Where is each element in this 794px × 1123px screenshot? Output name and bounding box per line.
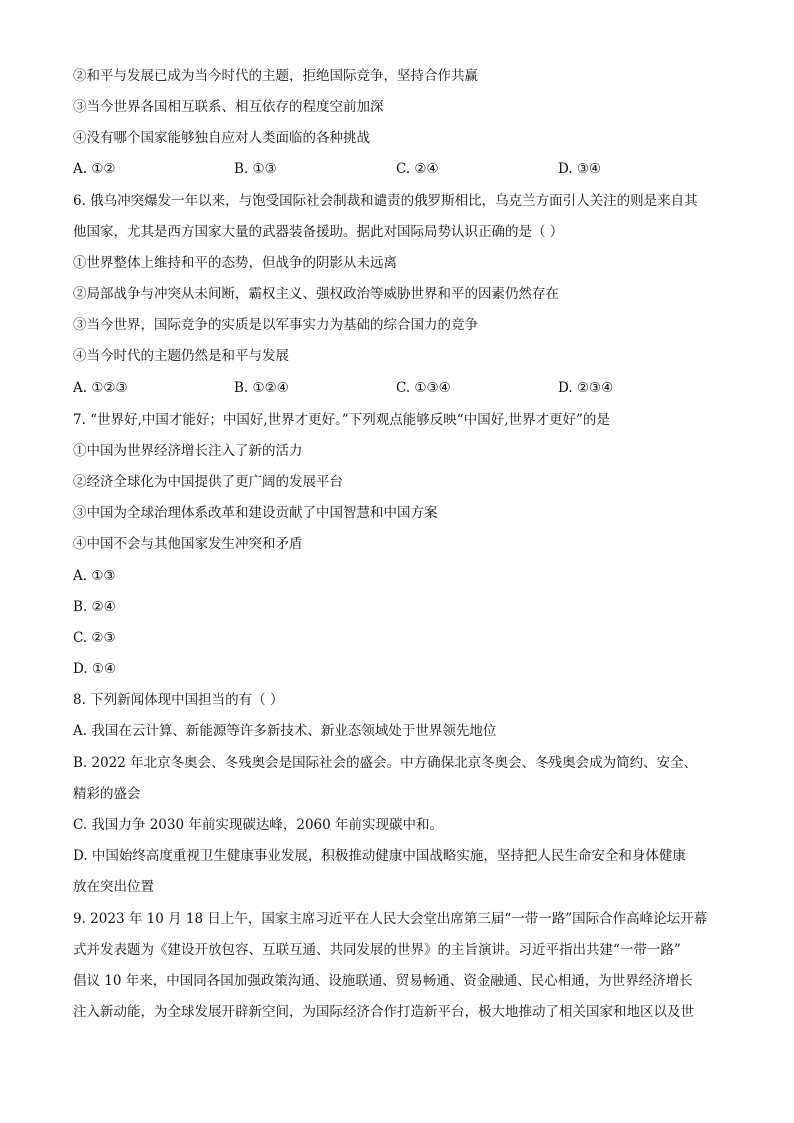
q5-option-b: B. ①③ xyxy=(234,161,277,177)
q5-option-d: D. ③④ xyxy=(558,161,602,177)
q6-option-b: B. ①②④ xyxy=(234,380,289,396)
q6-option-d: D. ②③④ xyxy=(558,380,614,396)
q8-option-b-line-2: 精彩的盛会 xyxy=(73,786,141,802)
q6-stem-line-2: 他国家，尤其是西方国家大量的武器装备援助。据此对国际局势认识正确的是（ ） xyxy=(73,224,564,240)
q6-stem-line-1: 6. 俄乌冲突爆发一年以来，与饱受国际社会制裁和谴责的俄罗斯相比，乌克兰方面引人关注的则是来自其 xyxy=(73,193,698,209)
q7-option-d: D. ①④ xyxy=(73,661,117,677)
q8-option-c: C. 我国力争 2030 年前实现碳达峰，2060 年前实现碳中和。 xyxy=(73,817,444,833)
q7-statement-2: ②经济全球化为中国提供了更广阔的发展平台 xyxy=(73,474,343,490)
q8-option-b-line-1: B. 2022 年北京冬奥会、冬残奥会是国际社会的盛会。中方确保北京冬奥会、冬残奥会成为简约、安全、 xyxy=(73,755,698,771)
q8-option-d-line-2: 放在突出位置 xyxy=(73,879,154,895)
q7-stem: 7. “世界好,中国才能好；中国好,世界才更好。”下列观点能够反映“中国好,世界才更好”的是 xyxy=(73,412,610,428)
q5-statement-3: ③当今世界各国相互联系、相互依存的程度空前加深 xyxy=(73,99,384,115)
q5-statement-2: ②和平与发展已成为当今时代的主题，拒绝国际竞争，坚持合作共赢 xyxy=(73,68,478,84)
q5-option-a: A. ①② xyxy=(73,161,116,177)
q6-option-a: A. ①②③ xyxy=(73,380,128,396)
q6-statement-2: ②局部战争与冲突从未间断，霸权主义、强权政治等威胁世界和平的因素仍然存在 xyxy=(73,286,559,302)
q7-option-a: A. ①③ xyxy=(73,568,116,584)
q7-statement-4: ④中国不会与其他国家发生冲突和矛盾 xyxy=(73,536,303,552)
q9-line-4: 注入新动能，为全球发展开辟新空间，为国际经济合作打造新平台，极大地推动了相关国家和地区以及世 xyxy=(73,1004,694,1020)
q6-statement-1: ①世界整体上维持和平的态势，但战争的阴影从未远离 xyxy=(73,255,397,271)
q7-option-c: C. ②③ xyxy=(73,630,116,646)
q5-option-c: C. ②④ xyxy=(396,161,439,177)
q9-line-1: 9. 2023 年 10 月 18 日上午，国家主席习近平在人民大会堂出席第三届“一带一路”国际合作高峰论坛开幕 xyxy=(73,911,708,927)
q6-option-c: C. ①③④ xyxy=(396,380,451,396)
q7-statement-1: ①中国为世界经济增长注入了新的活力 xyxy=(73,443,303,459)
q6-statement-3: ③当今世界，国际竞争的实质是以军事实力为基础的综合国力的竞争 xyxy=(73,317,478,333)
q8-option-d-line-1: D. 中国始终高度重视卫生健康事业发展，积极推动健康中国战略实施，坚持把人民生命安全和身体健康 xyxy=(73,848,686,864)
q8-option-a: A. 我国在云计算、新能源等许多新技术、新业态领域处于世界领先地位 xyxy=(73,723,497,739)
q7-option-b: B. ②④ xyxy=(73,599,116,615)
q6-statement-4: ④当今时代的主题仍然是和平与发展 xyxy=(73,348,289,364)
q7-statement-3: ③中国为全球治理体系改革和建设贡献了中国智慧和中国方案 xyxy=(73,505,438,521)
q9-line-3: 倡议 10 年来，中国同各国加强政策沟通、设施联通、贸易畅通、资金融通、民心相通，为世界经济增长 xyxy=(73,973,693,989)
q5-statement-4: ④没有哪个国家能够独自应对人类面临的各种挑战 xyxy=(73,130,370,146)
q9-line-2: 式并发表题为《建设开放包容、互联互通、共同发展的世界》的主旨演讲。习近平指出共建“一带一路” xyxy=(73,942,681,958)
q8-stem: 8. 下列新闻体现中国担当的有（ ） xyxy=(73,692,284,708)
